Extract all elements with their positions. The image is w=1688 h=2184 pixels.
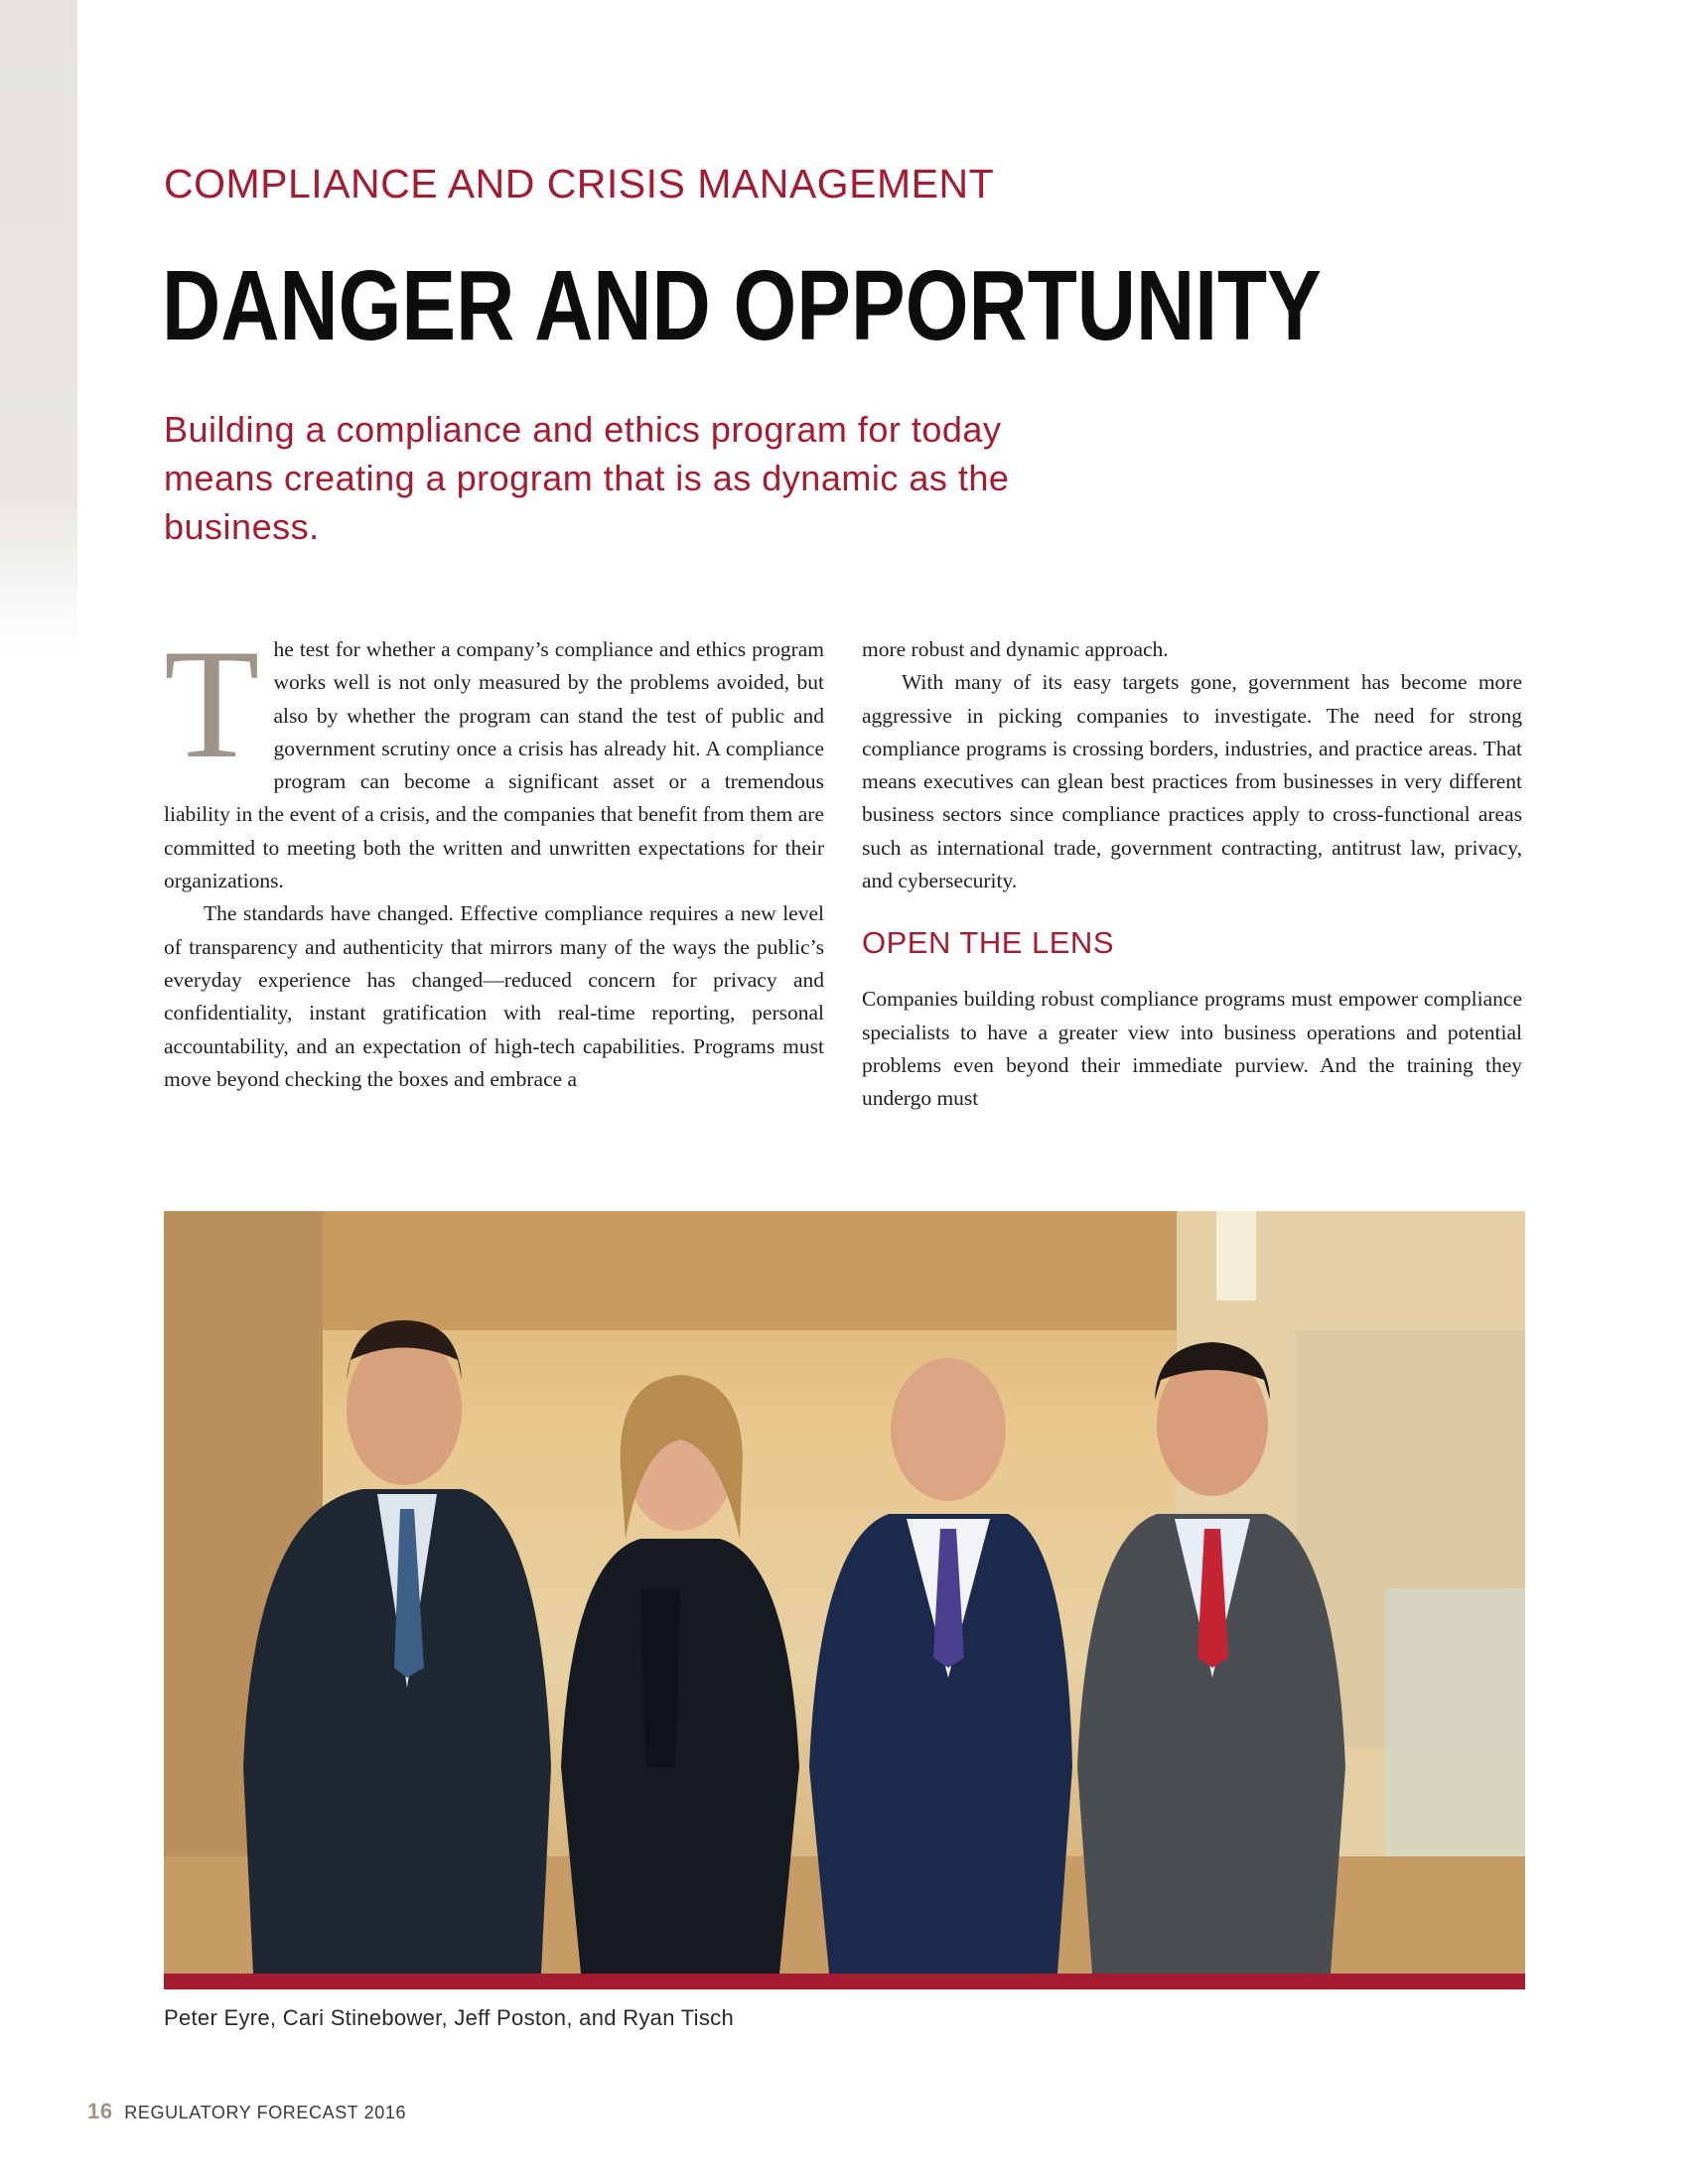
drop-cap: T: [164, 617, 260, 791]
article-paragraph: The standards have changed. Effective compliance requires a new level of transparency and authenticity that mirrors many of the ways the public’s everyday experience has changed—reduced concern for privacy and confidentiality, instant gratification with real-time reporting, personal accountability, and an expectation of high-tech capabilities. Programs must move beyond checking the boxes and embrace a: [164, 901, 824, 1091]
publication-name: REGULATORY FORECAST 2016: [124, 2103, 407, 2122]
person-figure: [561, 1375, 799, 1974]
article-column-right: [862, 633, 1522, 1116]
section-subhead: OPEN THE LENS: [862, 925, 1115, 961]
photo-caption: Peter Eyre, Cari Stinebower, Jeff Poston, and Ryan Tisch: [164, 2005, 735, 2030]
article-paragraph: Companies building robust compliance programs must empower compliance specialists to have a greater view into business operations and potential problems even beyond their immediate purview. And the training they undergo must: [862, 987, 1522, 1111]
side-color-band: [0, 0, 77, 655]
person-figure: [809, 1358, 1072, 1974]
deck-subtitle: Building a compliance and ethics program for today means creating a program that is as dynamic as the business.: [164, 409, 1010, 547]
page-number: 16: [87, 2099, 113, 2123]
article-paragraph: more robust and dynamic approach.: [862, 637, 1169, 661]
section-kicker: COMPLIANCE AND CRISIS MANAGEMENT: [164, 161, 995, 206]
page-footer: [87, 2099, 406, 2124]
photo-accent-bar: [164, 1974, 1525, 1989]
paragraph-text: he test for whether a company’s compliance and ethics program works well is not only measured by the problems avoided, but also by whether the program can stand the test of public and government scrutiny once a crisis has already hit. A compliance program can become a significant asset or a tremendous liability in the event of a crisis, and the companies that benefit from them are committed to meeting both the written and unwritten expectations for their organizations.: [164, 637, 824, 893]
article-paragraph: [164, 617, 824, 897]
article-paragraph: With many of its easy targets gone, government has become more aggressive in picking companies to investigate. The need for strong compliance programs is crossing borders, industries, and practice areas. That means executives can glean best practices from businesses in very different business sectors since compliance practices apply to cross-functional areas such as international trade, government contracting, antitrust law, privacy, and cybersecurity.: [862, 670, 1522, 893]
group-photo: [164, 1211, 1525, 1974]
article-column-left: [164, 617, 824, 1096]
headline: DANGER AND OPPORTUNITY: [162, 250, 1322, 361]
group-photo-illustration: [164, 1211, 1525, 1974]
